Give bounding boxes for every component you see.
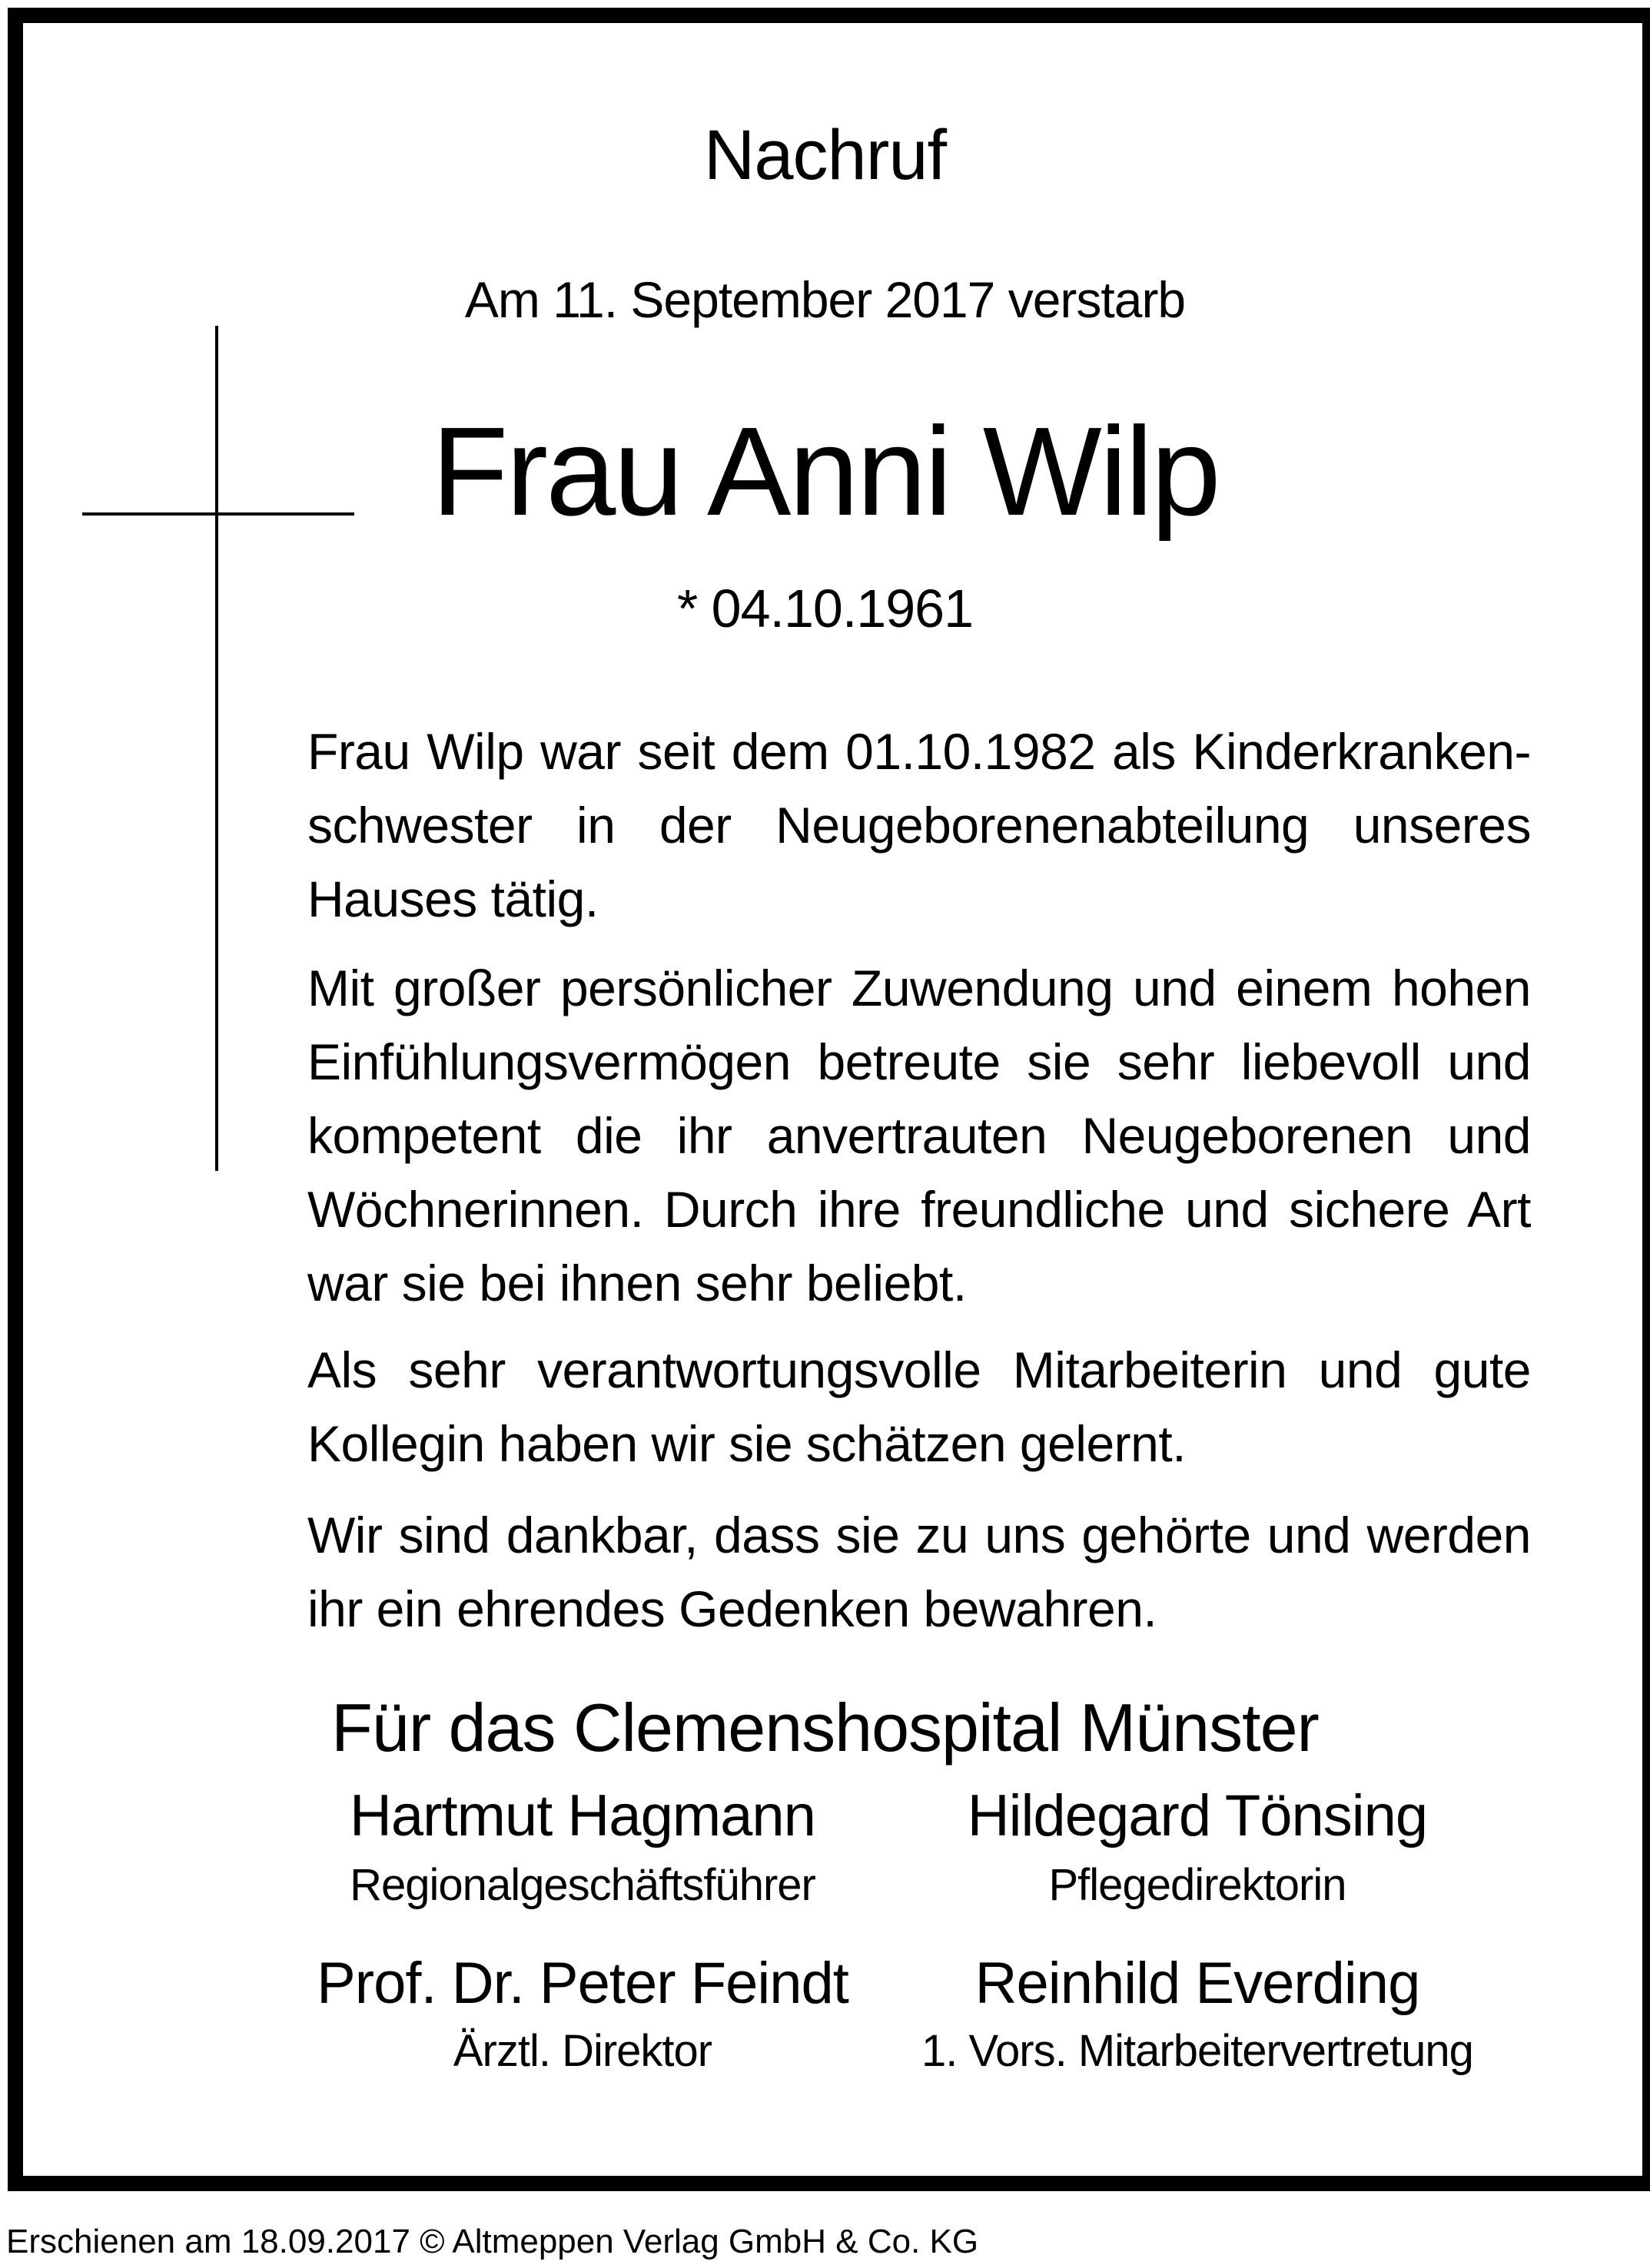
birth-date: * 04.10.1961 bbox=[676, 579, 974, 638]
signatory-name: Prof. Dr. Peter Feindt bbox=[317, 1951, 848, 2016]
body-paragraph-4: Wir sind dankbar, dass sie zu uns gehörte und werden ihr ein ehrendes Gedenken bewahren. bbox=[307, 1507, 1531, 1637]
organization-line: Für das Clemenshospital Münster bbox=[331, 1689, 1319, 1766]
body-paragraph-3: Als sehr verantwortungsvolle Mitarbeiterin und gute Kollegin haben wir sie schätzen gelernt. bbox=[307, 1341, 1531, 1472]
signatory-name: Hartmut Hagmann bbox=[350, 1783, 815, 1849]
signatory-role: Ärztl. Direktor bbox=[453, 2026, 712, 2076]
death-date-line: Am 11. September 2017 verstarb bbox=[464, 271, 1186, 328]
signatory-role: Pflegedirektorin bbox=[1048, 1860, 1346, 1910]
body-paragraph-2: Mit großer persönlicher Zuwendung und einem hohen Einfühlungsvermögen betreute sie sehr liebevoll und kompetent die ihr anvertrauten Neugeborenen und Wöchnerinnen. Durch ihre freundliche und sichere Art war sie bei ihnen sehr beliebt. bbox=[307, 960, 1531, 1311]
publication-footer: Erschienen am 18.09.2017 © Altmeppen Verlag GmbH & Co. KG bbox=[6, 2223, 979, 2260]
signatory-name: Hildegard Tönsing bbox=[967, 1783, 1428, 1849]
signatory-role: 1. Vors. Mitarbeitervertretung bbox=[921, 2026, 1473, 2076]
body-paragraph-1: Frau Wilp war seit dem 01.10.1982 als Kinderkranken-schwester in der Neugeborenenabteilung unseres Hauses tätig. bbox=[307, 723, 1531, 927]
signatory-role: Regionalgeschäftsführer bbox=[350, 1860, 815, 1910]
deceased-name: Frau Anni Wilp bbox=[431, 401, 1219, 542]
notice-heading: Nachruf bbox=[703, 116, 947, 194]
signatory-name: Reinhild Everding bbox=[974, 1951, 1420, 2016]
